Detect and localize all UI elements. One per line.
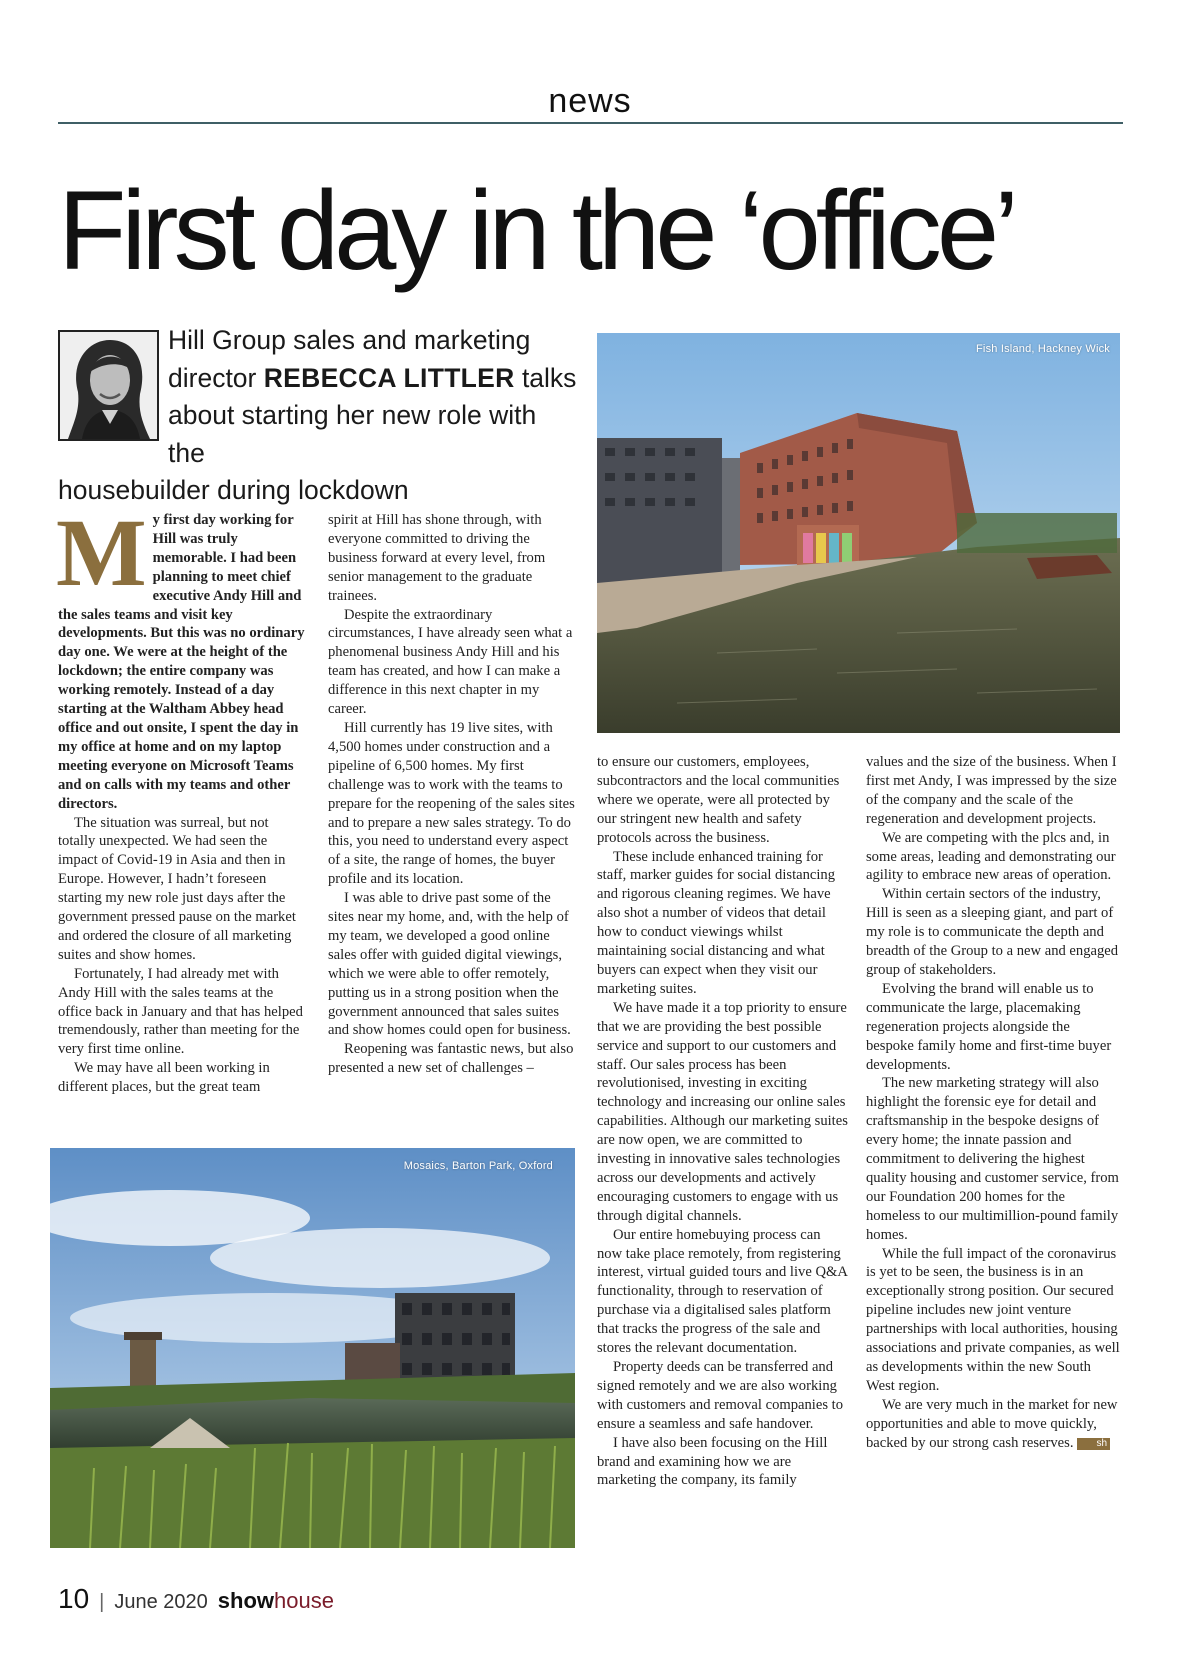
footer-separator: | [99, 1591, 105, 1613]
paragraph: Reopening was fantastic news, but also presented a new set of challenges – [328, 1041, 574, 1077]
headline: First day in the ‘office’ [58, 168, 1015, 293]
photo-mosaics-image [50, 1148, 575, 1548]
photo-fish-island-image [597, 333, 1120, 733]
paragraph: I have also been focusing on the Hill brand and examining how we are marketing the company, its family [597, 1434, 828, 1489]
closing-text: We are very much in the market for new opportunities and able to move quickly, backed by our strong cash reserves. [866, 1396, 1118, 1451]
paragraph: Within certain sectors of the industry, Hill is seen as a sleeping giant, and part of my role is to communicate the depth and breadth of the Group to a new and engaged group of stakeholders. [866, 886, 1119, 978]
section-label: news [548, 82, 632, 120]
paragraph: Despite the extraordinary circumstances, I have already seen what a phenomenal business Andy Hill and his team has created, and how I can make a difference in this next chapter in my career. [328, 606, 573, 718]
article-column-3 [597, 753, 849, 1490]
paragraph: Our entire homebuying process can now take place remotely, from registering interest, virtual guided tours and live Q&A functionality, through to reservation of purchase via a digitalised sales platform that tracks the progress of the sale and stores the relevant documentation. [597, 1226, 848, 1357]
end-mark: sh [1077, 1438, 1110, 1450]
closing-paragraph [866, 1396, 1120, 1453]
standfirst-line-1: Hill Group sales and marketing [168, 325, 531, 355]
article-column-4 [866, 753, 1120, 1453]
page-number: 10 [58, 1583, 90, 1614]
paragraph: Fortunately, I had already met with Andy Hill with the sales teams at the office back in January and that has helped tremendously, rather than meeting for the very first time online. [58, 965, 303, 1058]
paragraph: values and the size of the business. When I first met Andy, I was impressed by the size of the company and the scale of the regeneration and development projects. [866, 754, 1117, 827]
paragraph: While the full impact of the coronavirus is yet to be seen, the business is in an exceptionally strong position. Our secured pipeline includes new joint venture partnerships with local authorities, housing associations and private companies, as well as developments within the new South West region. [866, 1245, 1120, 1394]
standfirst-line-3: about starting her new role with the [168, 400, 537, 468]
paragraph: Hill currently has 19 live sites, with 4,500 homes under construction and a pipeline of 6,500 homes. My first challenge was to work with the teams to prepare for the reopening of the sales sites and to prepare a new sales strategy. To do this, you need to understand every aspect of a site, the range of homes, the buyer profile and its location. [328, 719, 575, 888]
article-lead [56, 499, 308, 814]
paragraph: The situation was surreal, but not totally unexpected. We had seen the impact of Covid-19 in Asia and then in Europe. However, I hadn’t foreseen starting my new role just days after the government pressed pause on the market and ordered the closure of all marketing suites and show homes. [58, 814, 296, 963]
lead-text: y first day working for Hill was truly memorable. I had been planning to meet chief executive Andy Hill and the sales teams and visit key developments. But this was no ordinary day one. We were at the height of the lockdown; the entire company was working remotely. Instead of a day starting at the Waltham Abbey head office and out onsite, I spent the day in my office at home and on my laptop meeting everyone on Microsoft Teams and on calls with my teams and other directors. [58, 512, 305, 812]
paragraph: The new marketing strategy will also highlight the forensic eye for detail and craftsmanship in the bespoke designs of every home; the innate passion and commitment to delivering the highest quality housing and customer service, from our Foundation 200 homes for the homeless to our multimillion-pound family homes. [866, 1075, 1119, 1243]
standfirst-suffix: talks [514, 362, 577, 393]
dropcap: M [56, 499, 147, 606]
paragraph: Property deeds can be transferred and signed remotely and we are also working with customers and removal companies to ensure a seamless and safe handover. [597, 1359, 844, 1432]
paragraph: These include enhanced training for staff, marker guides for social distancing and rigorous cleaning regimes. We have also shot a number of videos that detail how to conduct viewings whilst maintaining social distancing and what buyers can expect when they visit our marketing suites. [597, 848, 836, 997]
paragraph: We may have all been working in different places, but the great team [58, 1060, 270, 1096]
standfirst-line-4: housebuilder during lockdown [58, 475, 409, 505]
paragraph: to ensure our customers, employees, subcontractors and the local communities where we operate, were all protected by our stringent new health and safety protocols across the business. [597, 754, 840, 846]
standfirst [58, 322, 578, 510]
photo-fish-island [597, 333, 1120, 733]
article-column-2 [328, 511, 580, 1078]
author-name: REBECCA LITTLER [263, 362, 515, 393]
photo-caption-bottom: Mosaics, Barton Park, Oxford [403, 1160, 553, 1172]
paragraph: We have made it a top priority to ensure that we are providing the best possible service and support to our customers and staff. Our sales process has been revolutionised, investing in exciting technology and increasing our online sales capabilities. Although our marketing suites are now open, we are committed to investing in innovative sales technologies across our developments and actively encouraging customers to engage with us through digital channels. [597, 999, 848, 1224]
standfirst-line-2 [168, 360, 578, 398]
article-column-1 [56, 499, 308, 1097]
brand-show: show [217, 1588, 275, 1613]
page-footer [58, 1583, 334, 1623]
photo-mosaics [50, 1148, 575, 1548]
paragraph: spirit at Hill has shone through, with everyone committed to driving the business forward at every level, from senior management to the graduate trainees. [328, 512, 546, 604]
standfirst-prefix: director [168, 362, 264, 393]
photo-caption-top: Fish Island, Hackney Wick [976, 343, 1110, 355]
issue-date: June 2020 [114, 1591, 208, 1613]
paragraph: We are competing with the plcs and, in some areas, leading and demonstrating our agility to embrace new areas of operation. [866, 829, 1116, 884]
brand-house: house [274, 1588, 334, 1613]
paragraph: I was able to drive past some of the sites near my home, and, with the help of my team, we developed a good online sales offer with guided digital viewings, which we were able to offer remotely, putting us in a strong position when the government announced that sales suites and show homes could open for business. [328, 890, 571, 1039]
paragraph: Evolving the brand will enable us to communicate the large, placemaking regeneration projects alongside the bespoke family home and first-time buyer developments. [866, 980, 1112, 1073]
header-rule [58, 122, 1123, 124]
